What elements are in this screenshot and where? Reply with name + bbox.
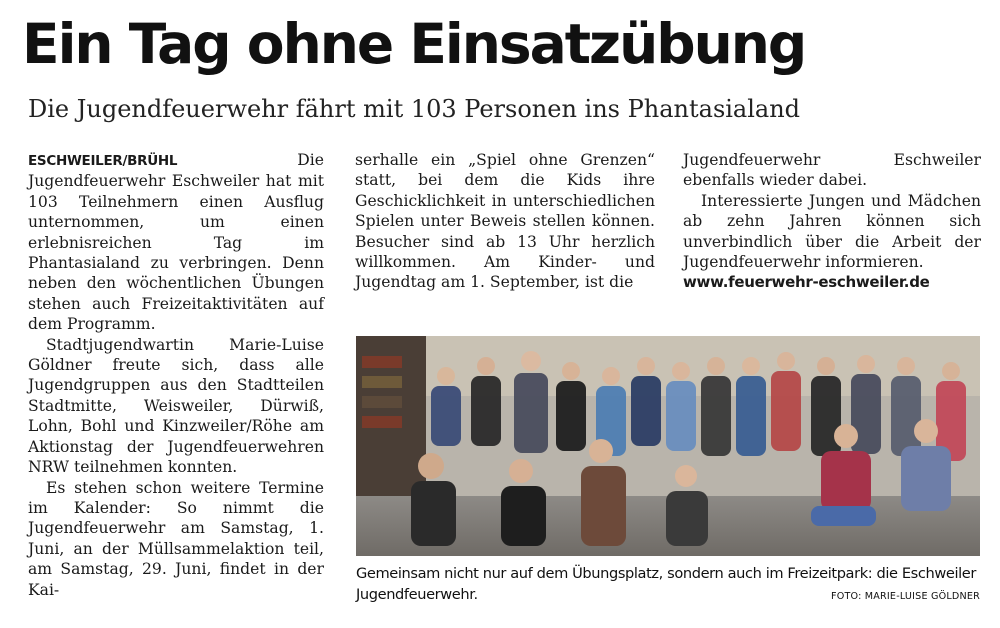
paragraph-1-text: Die Jugendfeuerwehr Eschweiler hat mit 103 Teilnehmern einen Ausflug unternommen, um einen erlebnisreichen Tag im Phantasialand zu verbringen. Denn neben den wöchentlichen Übungen stehen auch Freizeitaktivitäten auf dem Programm. [28,151,324,334]
paragraph-3-end: Jugendfeuerwehr Eschweiler ebenfalls wieder dabei. [683,151,981,190]
text-column-1 [28,150,324,600]
group-photo [356,336,980,556]
dateline: ESCHWEILER/BRÜHL [28,153,178,169]
paragraph-2: Stadtjugendwartin Marie-Luise Göldner freute sich, dass alle Jugendgruppen aus den Stadtteilen Stadtmitte, Weisweiler, Dürwiß, Lohn, Bohl und Kinzweiler/Röhe am Aktionstag der Jugendfeuerwehren NRW teilnehmen konnten. [28,335,324,477]
text-column-3 [683,150,981,293]
article-headline: Ein Tag ohne Einsatzübung [22,12,806,76]
article-subheadline: Die Jugendfeuerwehr fährt mit 103 Personen ins Phantasialand [28,95,801,123]
website-link[interactable]: www.feuerwehr-eschweiler.de [683,273,930,292]
text-column-2 [355,150,655,293]
paragraph-4: Interessierte Jungen und Mädchen ab zehn Jahren können sich unverbindlich über die Arbeit der Jugendfeuerwehr informieren. [683,191,981,272]
photo-credit: FOTO: MARIE-LUISE GÖLDNER [831,591,980,602]
paragraph-1 [28,150,324,335]
paragraph-3-continued: serhalle ein „Spiel ohne Grenzen“ statt, bei dem die Kids ihre Geschicklichkeit in unterschiedlichen Spielen unter Beweis stellen können. Besucher sind ab 13 Uhr herzlich willkommen. Am Kinder- und Jugendtag am 1. September, ist die [355,151,655,292]
group-photo-illustration [356,336,980,556]
photo-caption: Gemeinsam nicht nur auf dem Übungsplatz, sondern auch im Freizeitpark: die Eschweiler Jugendfeuerwehr. [356,565,976,603]
paragraph-3: Es stehen schon weitere Termine im Kalender: So nimmt die Jugendfeuerwehr am Samstag, 1. Juni, an der Müllsammelaktion teil, am Samstag, 29. Juni, findet in der Kai- [28,478,324,599]
